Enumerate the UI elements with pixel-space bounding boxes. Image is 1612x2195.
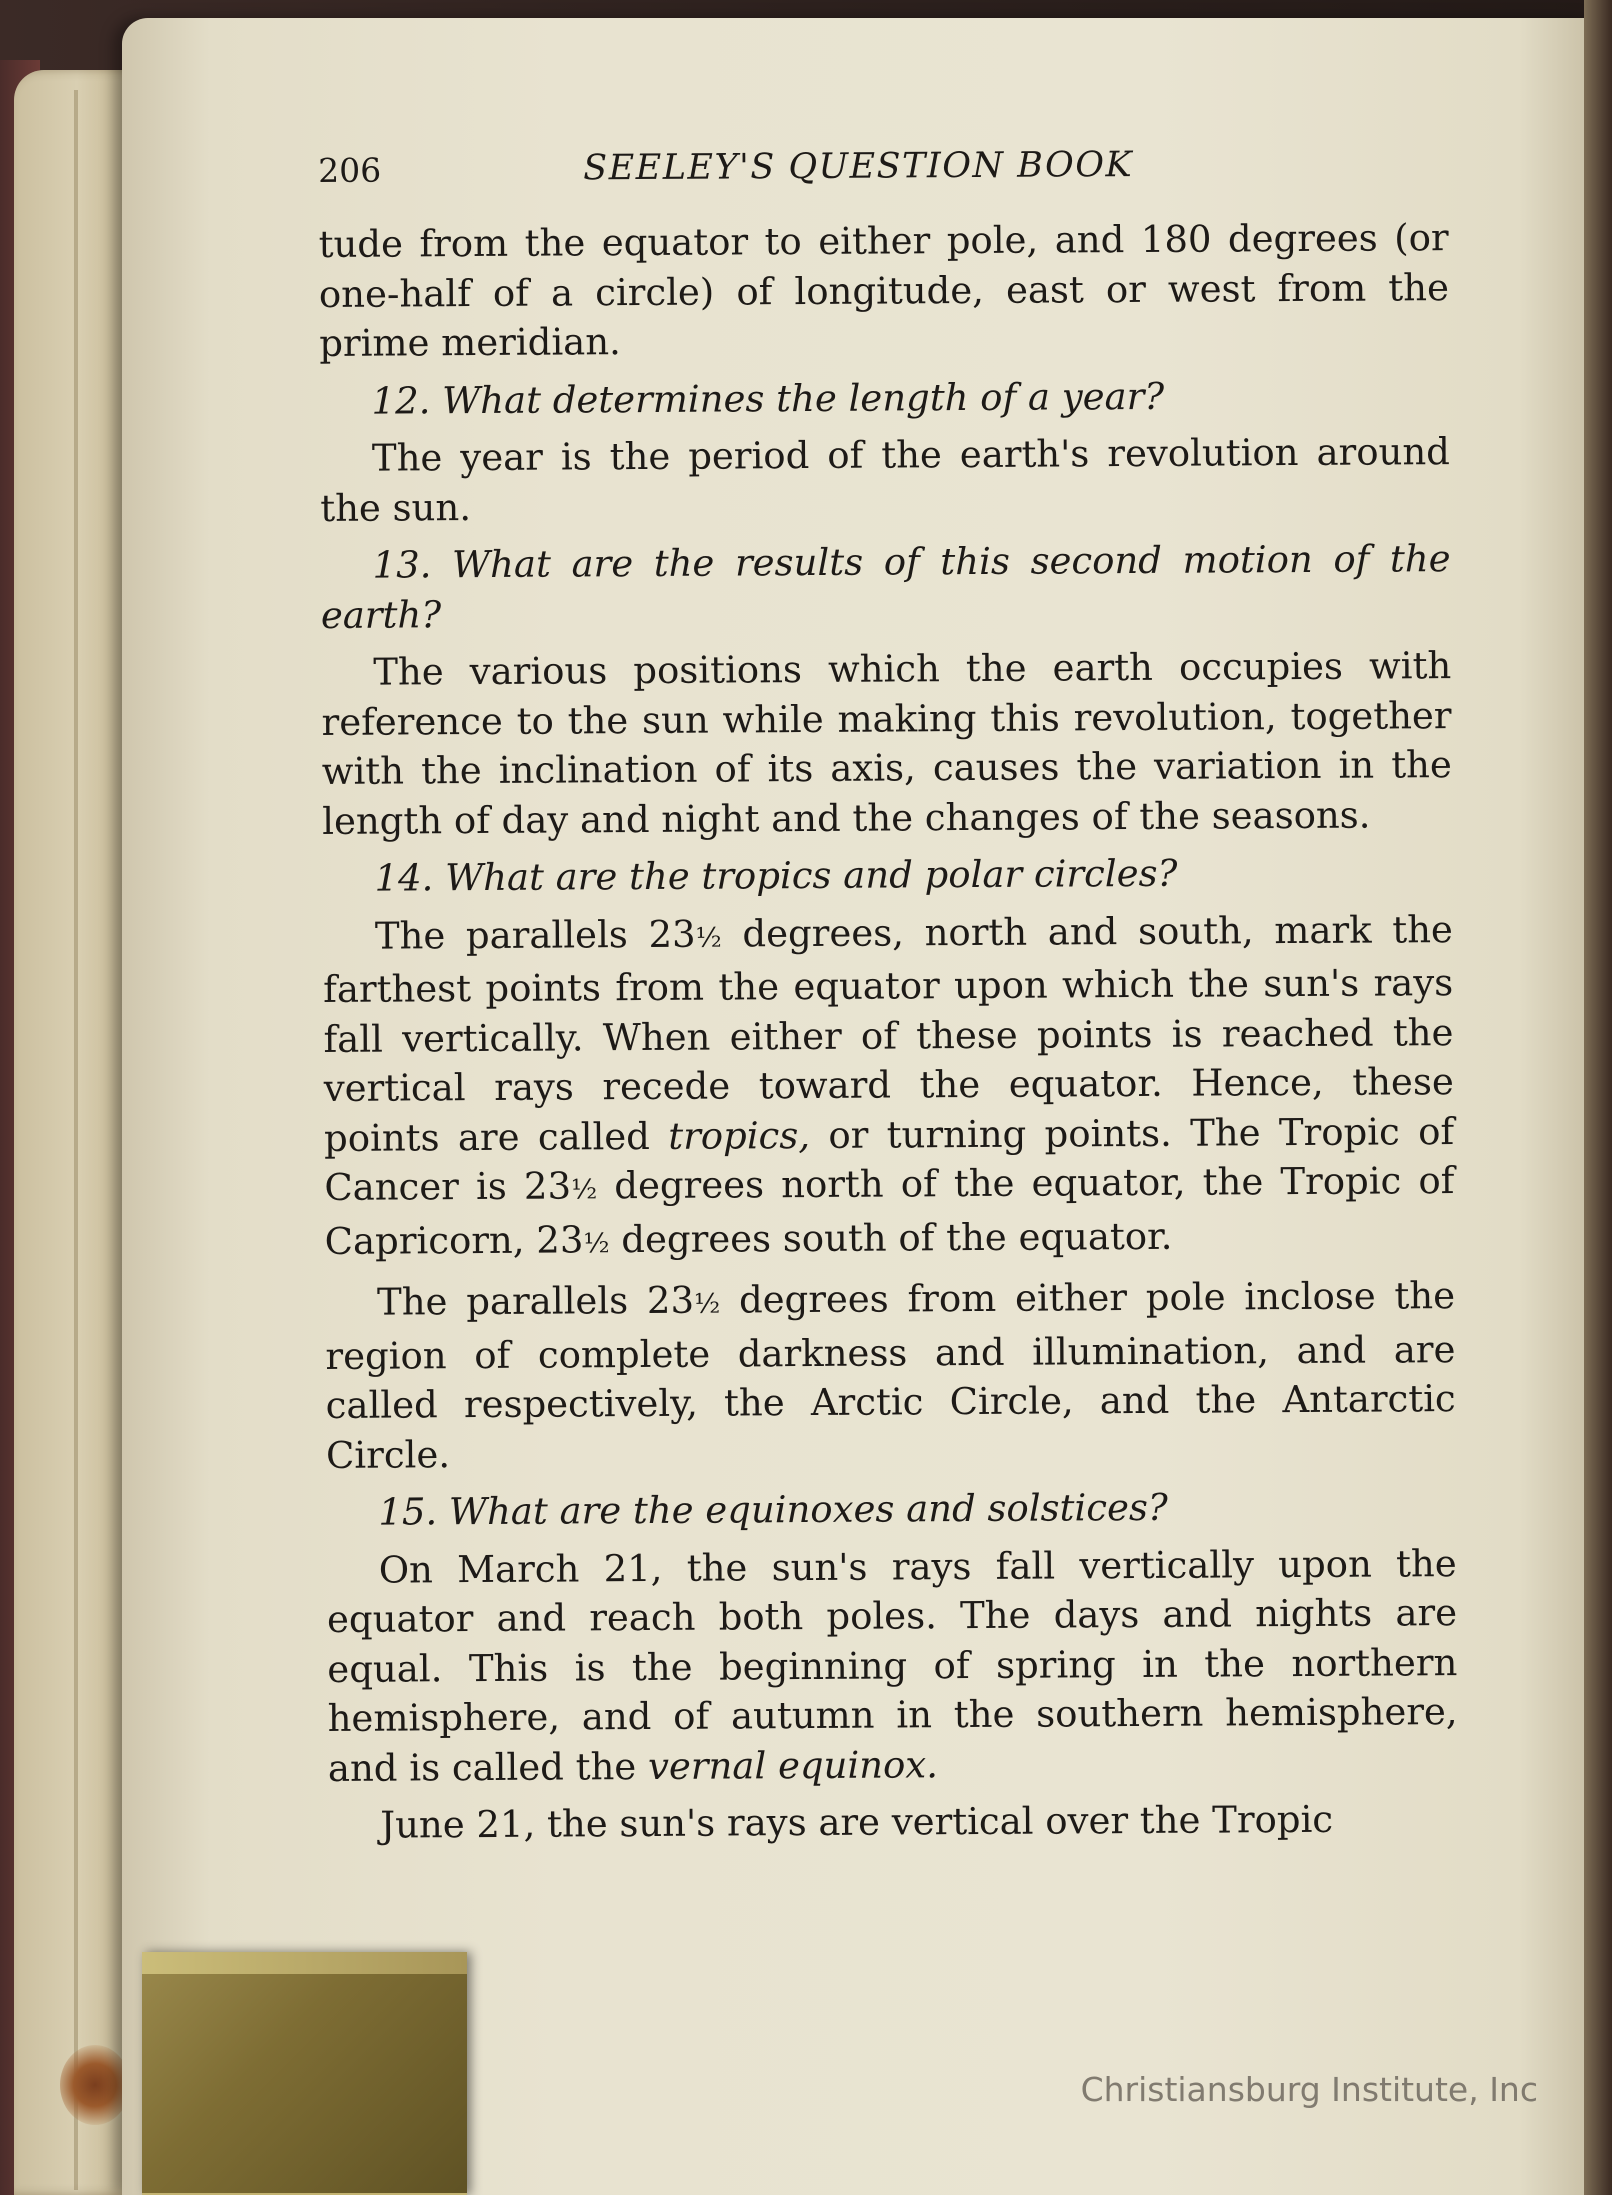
watermark: Christiansburg Institute, Inc (1080, 2070, 1538, 2109)
brass-bookend-top (142, 1952, 467, 1974)
answer-12: The year is the period of the earth's revolution around the sun. (320, 430, 1451, 530)
page-header (318, 133, 1448, 202)
page-number: 206 (318, 150, 382, 190)
question-13: 13. What are the results of this second motion of the earth? (320, 537, 1451, 637)
brass-bookend (142, 1952, 467, 2195)
page-stain (60, 2045, 130, 2125)
answer-13: The various positions which the earth occupies with reference to the sun while making this revolution, together with the inclination of its axis, causes the variation in the length of day and night and the changes of the seasons. (321, 644, 1452, 843)
paragraph-continuation: tude from the equator to either pole, and 180 degrees (or one-half of a circle) of longitude, east or west from the prime meridian. (318, 216, 1450, 365)
question-12: 12. What determines the length of a year? (371, 374, 1165, 423)
right-page-edge (1584, 0, 1612, 2195)
answer-15-paragraph-2: June 21, the sun's rays are vertical over the Tropic (380, 1797, 1334, 1847)
question-15: 15. What are the equinoxes and solstices? (378, 1485, 1168, 1534)
answer-14-paragraph-1: The parallels 23½ degrees, north and south, mark the farthest points from the equator upon which the sun's rays fall vertically. When either of these points is reached the vertical rays recede toward the equator. Hence, these points are called tropics, or turning points. The Tropic of Cancer is 23½ degrees north of the equator, the Tropic of Capricorn, 23½ degrees south of the equator. (323, 907, 1455, 1263)
running-head: SEELEY'S QUESTION BOOK (583, 145, 1134, 189)
question-14: 14. What are the tropics and polar circles? (374, 851, 1178, 900)
page-text (318, 133, 1458, 1858)
answer-14-paragraph-2: The parallels 23½ degrees from either pole inclose the region of complete darkness and illumination, and are called respectively, the Arctic Circle, and the Antarctic Circle. (325, 1274, 1456, 1477)
answer-15-paragraph-1: On March 21, the sun's rays fall vertically upon the equator and reach both poles. The days and nights are equal. This is the beginning of spring in the northern hemisphere, and of autumn in the southern hemisphere, and is called the vernal equinox. (326, 1541, 1458, 1790)
